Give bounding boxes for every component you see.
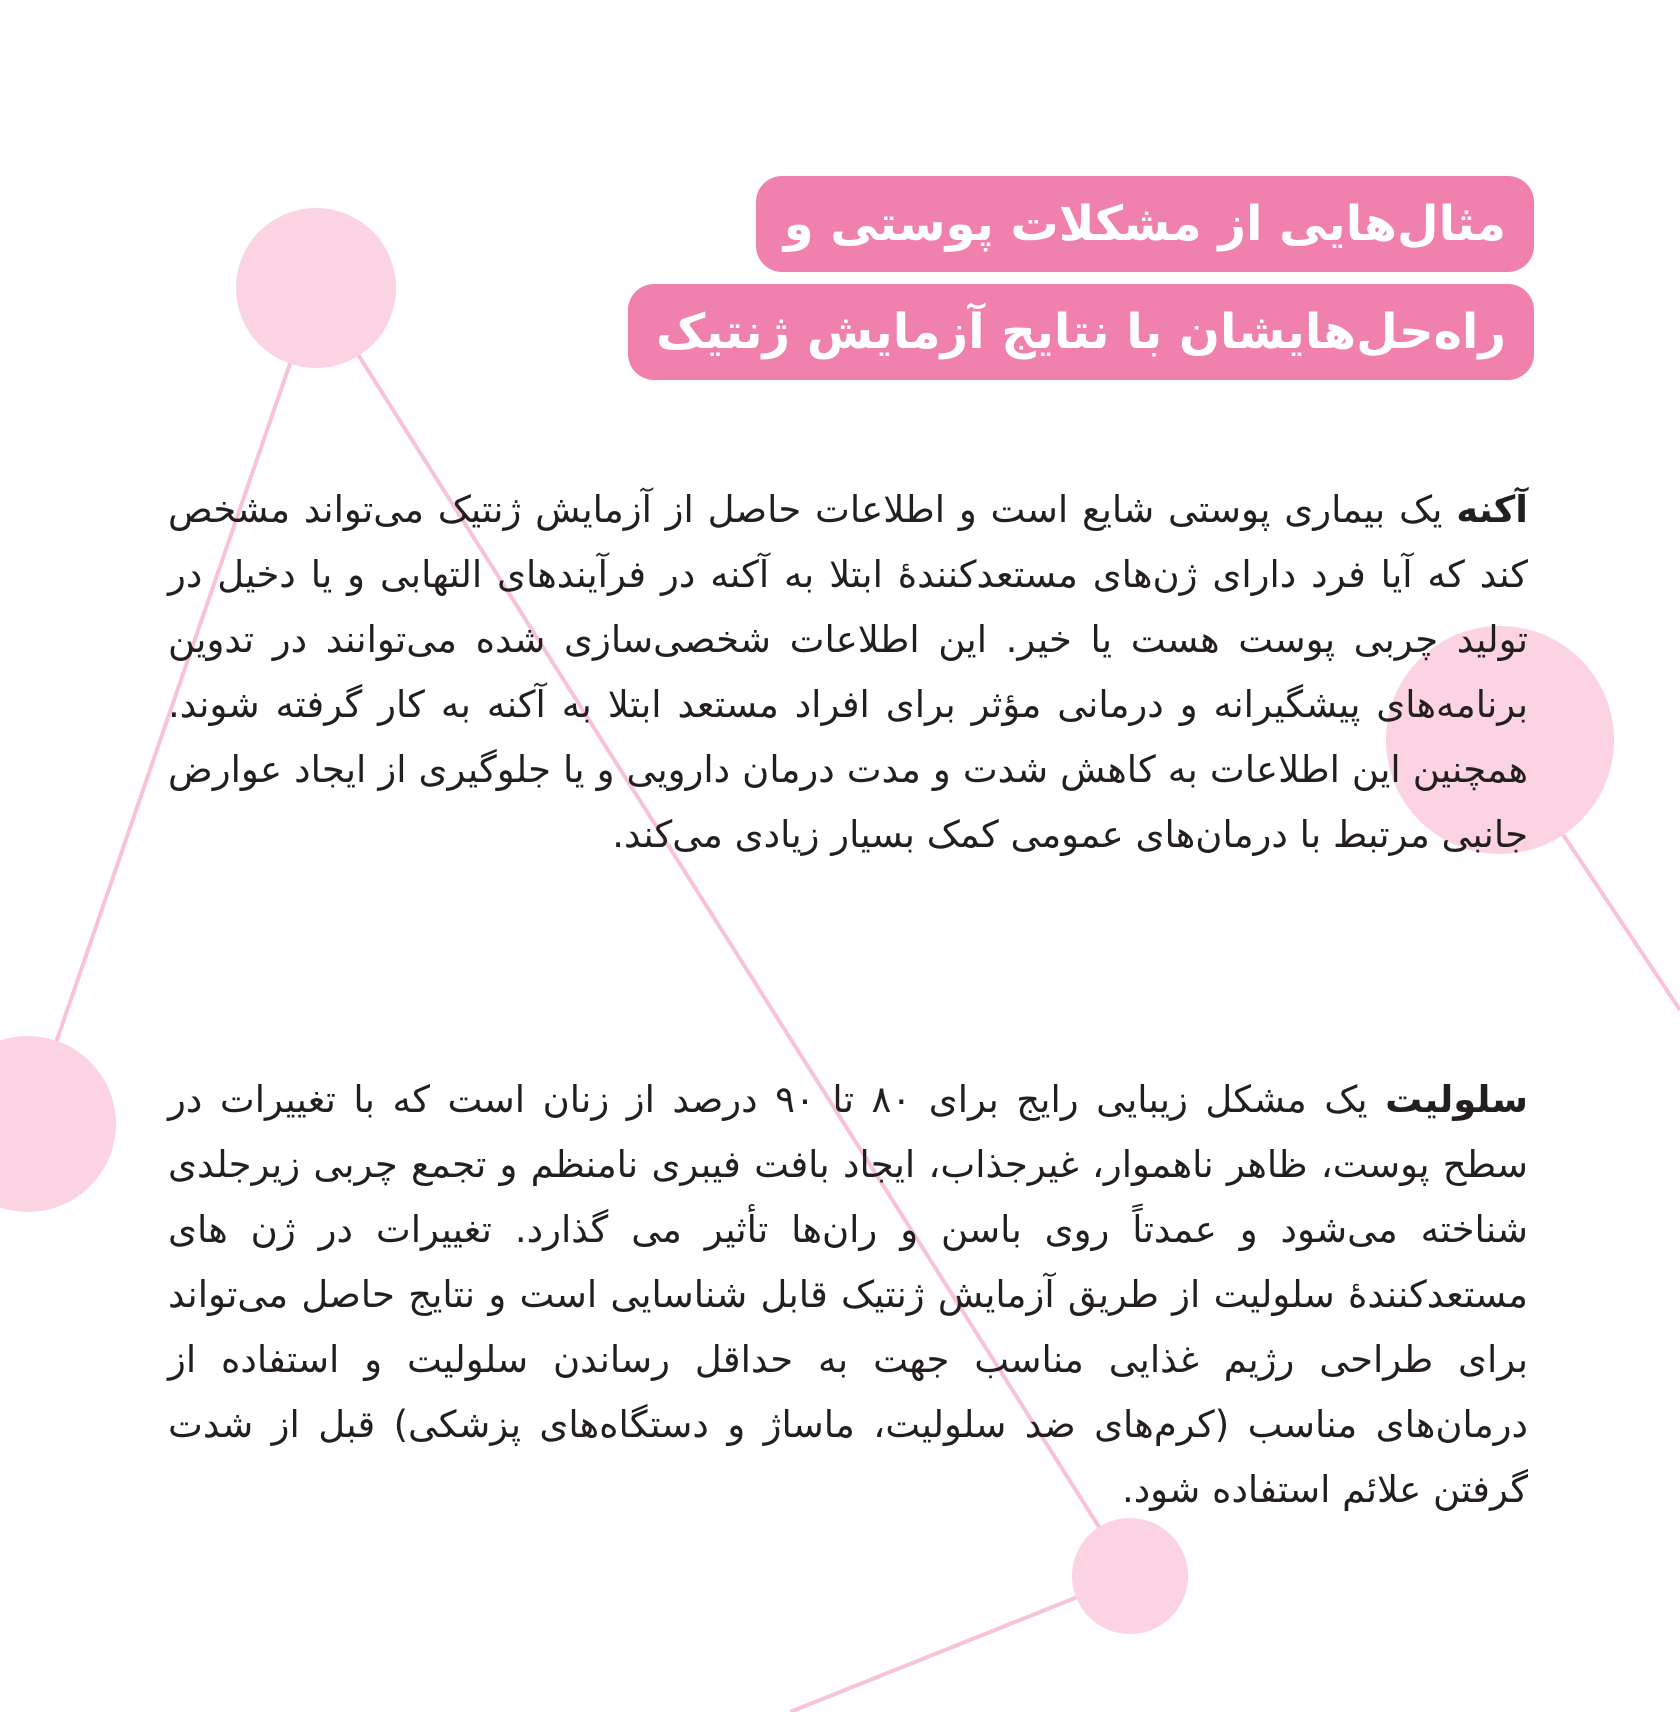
cellulite-description: یک مشکل زیبایی رایج برای ۸۰ تا ۹۰ درصد از زنان است که با تغییرات در سطح پوست، ظاهر ناهموار، غیرجذاب، ایجاد بافت فیبری نامنظم و تجمع چربی زیرجلدی شناخته می‌شود و عمدتاً روی باسن و ران‌ها تأثیر می گذارد. تغییرات در ژن های مستعدکنندهٔ سلولیت از طریق آزمایش ژنتیک قابل شناسایی است و نتایج حاصل می‌تواند برای طراحی رژیم غذایی مناسب جهت به حداقل رساندن سلولیت و استفاده از درمان‌های مناسب (کرم‌های ضد سلولیت، ماساژ و دستگاه‌های پزشکی) قبل از شدت گرفتن علائم استفاده شود. — [168, 1078, 1528, 1511]
title-line-1: مثال‌هایی از مشکلات پوستی و — [756, 176, 1534, 272]
cellulite-paragraph — [168, 1067, 1528, 1522]
cellulite-term: سلولیت — [1385, 1078, 1528, 1121]
decor-circle — [1072, 1518, 1188, 1634]
acne-paragraph — [168, 477, 1528, 867]
decor-circle — [0, 1036, 116, 1212]
page-title — [534, 176, 1534, 380]
title-line-2: راه‌حل‌هایشان با نتایج آزمایش ژنتیک — [628, 284, 1534, 380]
acne-term: آکنه — [1456, 488, 1528, 531]
decor-circle — [236, 208, 396, 368]
acne-description: یک بیماری پوستی شایع است و اطلاعات حاصل از آزمایش ژنتیک می‌تواند مشخص کند که آیا فرد دارای ژن‌های مستعدکنندهٔ ابتلا به آکنه در فرآیندهای التهابی و یا دخیل در تولید چربی پوست هست یا خیر. این اطلاعات شخصی‌سازی شده می‌توانند در تدوین برنامه‌های پیشگیرانه و درمانی مؤثر برای افراد مستعد ابتلا به آکنه به کار گرفته شوند. همچنین این اطلاعات به کاهش شدت و مدت درمان دارویی و یا جلوگیری از ایجاد عوارض جانبی مرتبط با درمان‌های عمومی کمک بسیار زیادی می‌کند. — [168, 488, 1528, 856]
